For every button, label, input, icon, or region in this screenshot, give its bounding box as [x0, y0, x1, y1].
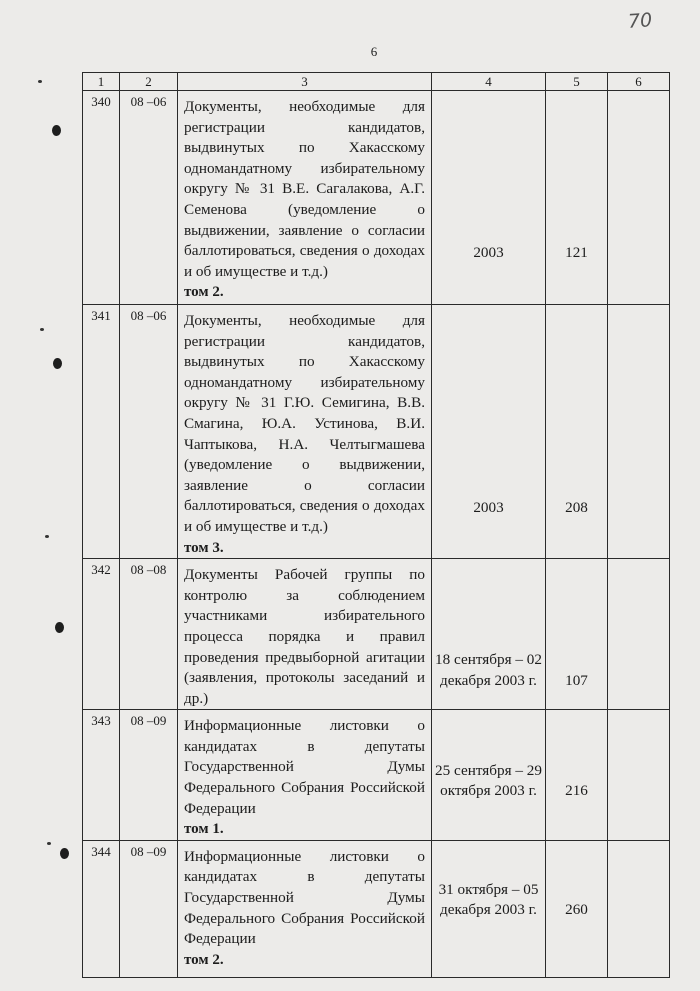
- record-title-cell: [178, 91, 432, 305]
- record-index: 08 –06: [120, 305, 178, 559]
- column-header: 6: [608, 73, 670, 91]
- record-volume: том 1.: [184, 821, 224, 838]
- record-sheets: 260: [546, 840, 608, 977]
- column-header: 3: [178, 73, 432, 91]
- record-note: [608, 305, 670, 559]
- column-header: 4: [432, 73, 546, 91]
- record-note: [608, 710, 670, 841]
- table-row: [83, 559, 670, 710]
- speck: [47, 842, 51, 845]
- record-index: 08 –08: [120, 559, 178, 710]
- punch-hole: [55, 622, 64, 633]
- column-header: 1: [83, 73, 120, 91]
- record-title: Документы, необходимые для регистрации кандидатов, выдвинутых по Хакасскому одномандатному избирательному округу № 31 Г.Ю. Семигина, В.В. Смагина, Ю.А. Устинова, В.И. Чаптыкова, Н.А. Челтыгмашева (уведомление о выдвижении, заявление о согласии баллотироваться, сведения о доходах и об имуществе и т.д.): [184, 312, 425, 535]
- record-note: [608, 91, 670, 305]
- record-dates: 31 октября – 05 декабря 2003 г.: [432, 840, 546, 977]
- punch-hole: [52, 125, 61, 136]
- record-index: 08 –09: [120, 840, 178, 977]
- inventory-table: [82, 72, 670, 978]
- table-row: [83, 840, 670, 977]
- record-sheets: 121: [546, 91, 608, 305]
- column-header-row: [83, 73, 670, 91]
- record-note: [608, 840, 670, 977]
- record-title-cell: [178, 840, 432, 977]
- record-sheets: 208: [546, 305, 608, 559]
- record-dates: 2003: [432, 305, 546, 559]
- table-row: [83, 305, 670, 559]
- table-row: [83, 710, 670, 841]
- archive-sheet-number: 70: [627, 9, 653, 33]
- record-sheets: 107: [546, 559, 608, 710]
- record-number: 342: [83, 559, 120, 710]
- record-title: Информационные листовки о кандидатах в депутаты Государственной Думы Федерального Собрания Российской Федерации: [184, 847, 425, 948]
- record-dates: 18 сентября – 02 декабря 2003 г.: [432, 559, 546, 710]
- record-dates: 25 сентября – 29 октября 2003 г.: [432, 710, 546, 841]
- table-row: [83, 91, 670, 305]
- punch-hole: [53, 358, 62, 369]
- speck: [40, 328, 44, 331]
- record-number: 340: [83, 91, 120, 305]
- record-index: 08 –06: [120, 91, 178, 305]
- record-title-cell: [178, 559, 432, 710]
- page-number: 6: [370, 44, 378, 59]
- record-note: [608, 559, 670, 710]
- column-header: 5: [546, 73, 608, 91]
- record-number: 341: [83, 305, 120, 559]
- record-volume: том 2.: [184, 284, 224, 301]
- record-sheets: 216: [546, 710, 608, 841]
- record-number: 343: [83, 710, 120, 841]
- record-title: Документы Рабочей группы по контролю за соблюдением участниками избирательного процесса порядка и правил проведения предвыборной агитации (заявления, протоколы заседаний и др.): [184, 566, 425, 707]
- column-header: 2: [120, 73, 178, 91]
- record-title-cell: [178, 305, 432, 559]
- record-dates: 2003: [432, 91, 546, 305]
- record-volume: том 2.: [184, 951, 224, 968]
- record-volume: том 3.: [184, 539, 224, 556]
- record-title-cell: [178, 710, 432, 841]
- speck: [38, 80, 42, 83]
- punch-hole: [60, 848, 69, 859]
- record-index: 08 –09: [120, 710, 178, 841]
- record-title: Документы, необходимые для регистрации кандидатов, выдвинутых по Хакасскому одномандатному избирательному округу № 31 В.Е. Сагалакова, А.Г. Семенова (уведомление о выдвижении, заявление о согласии баллотироваться, сведения о доходах и об имуществе и т.д.): [184, 98, 425, 280]
- record-title: Информационные листовки о кандидатах в депутаты Государственной Думы Федерального Собрания Российской Федерации: [184, 717, 425, 817]
- speck: [45, 535, 49, 538]
- record-number: 344: [83, 840, 120, 977]
